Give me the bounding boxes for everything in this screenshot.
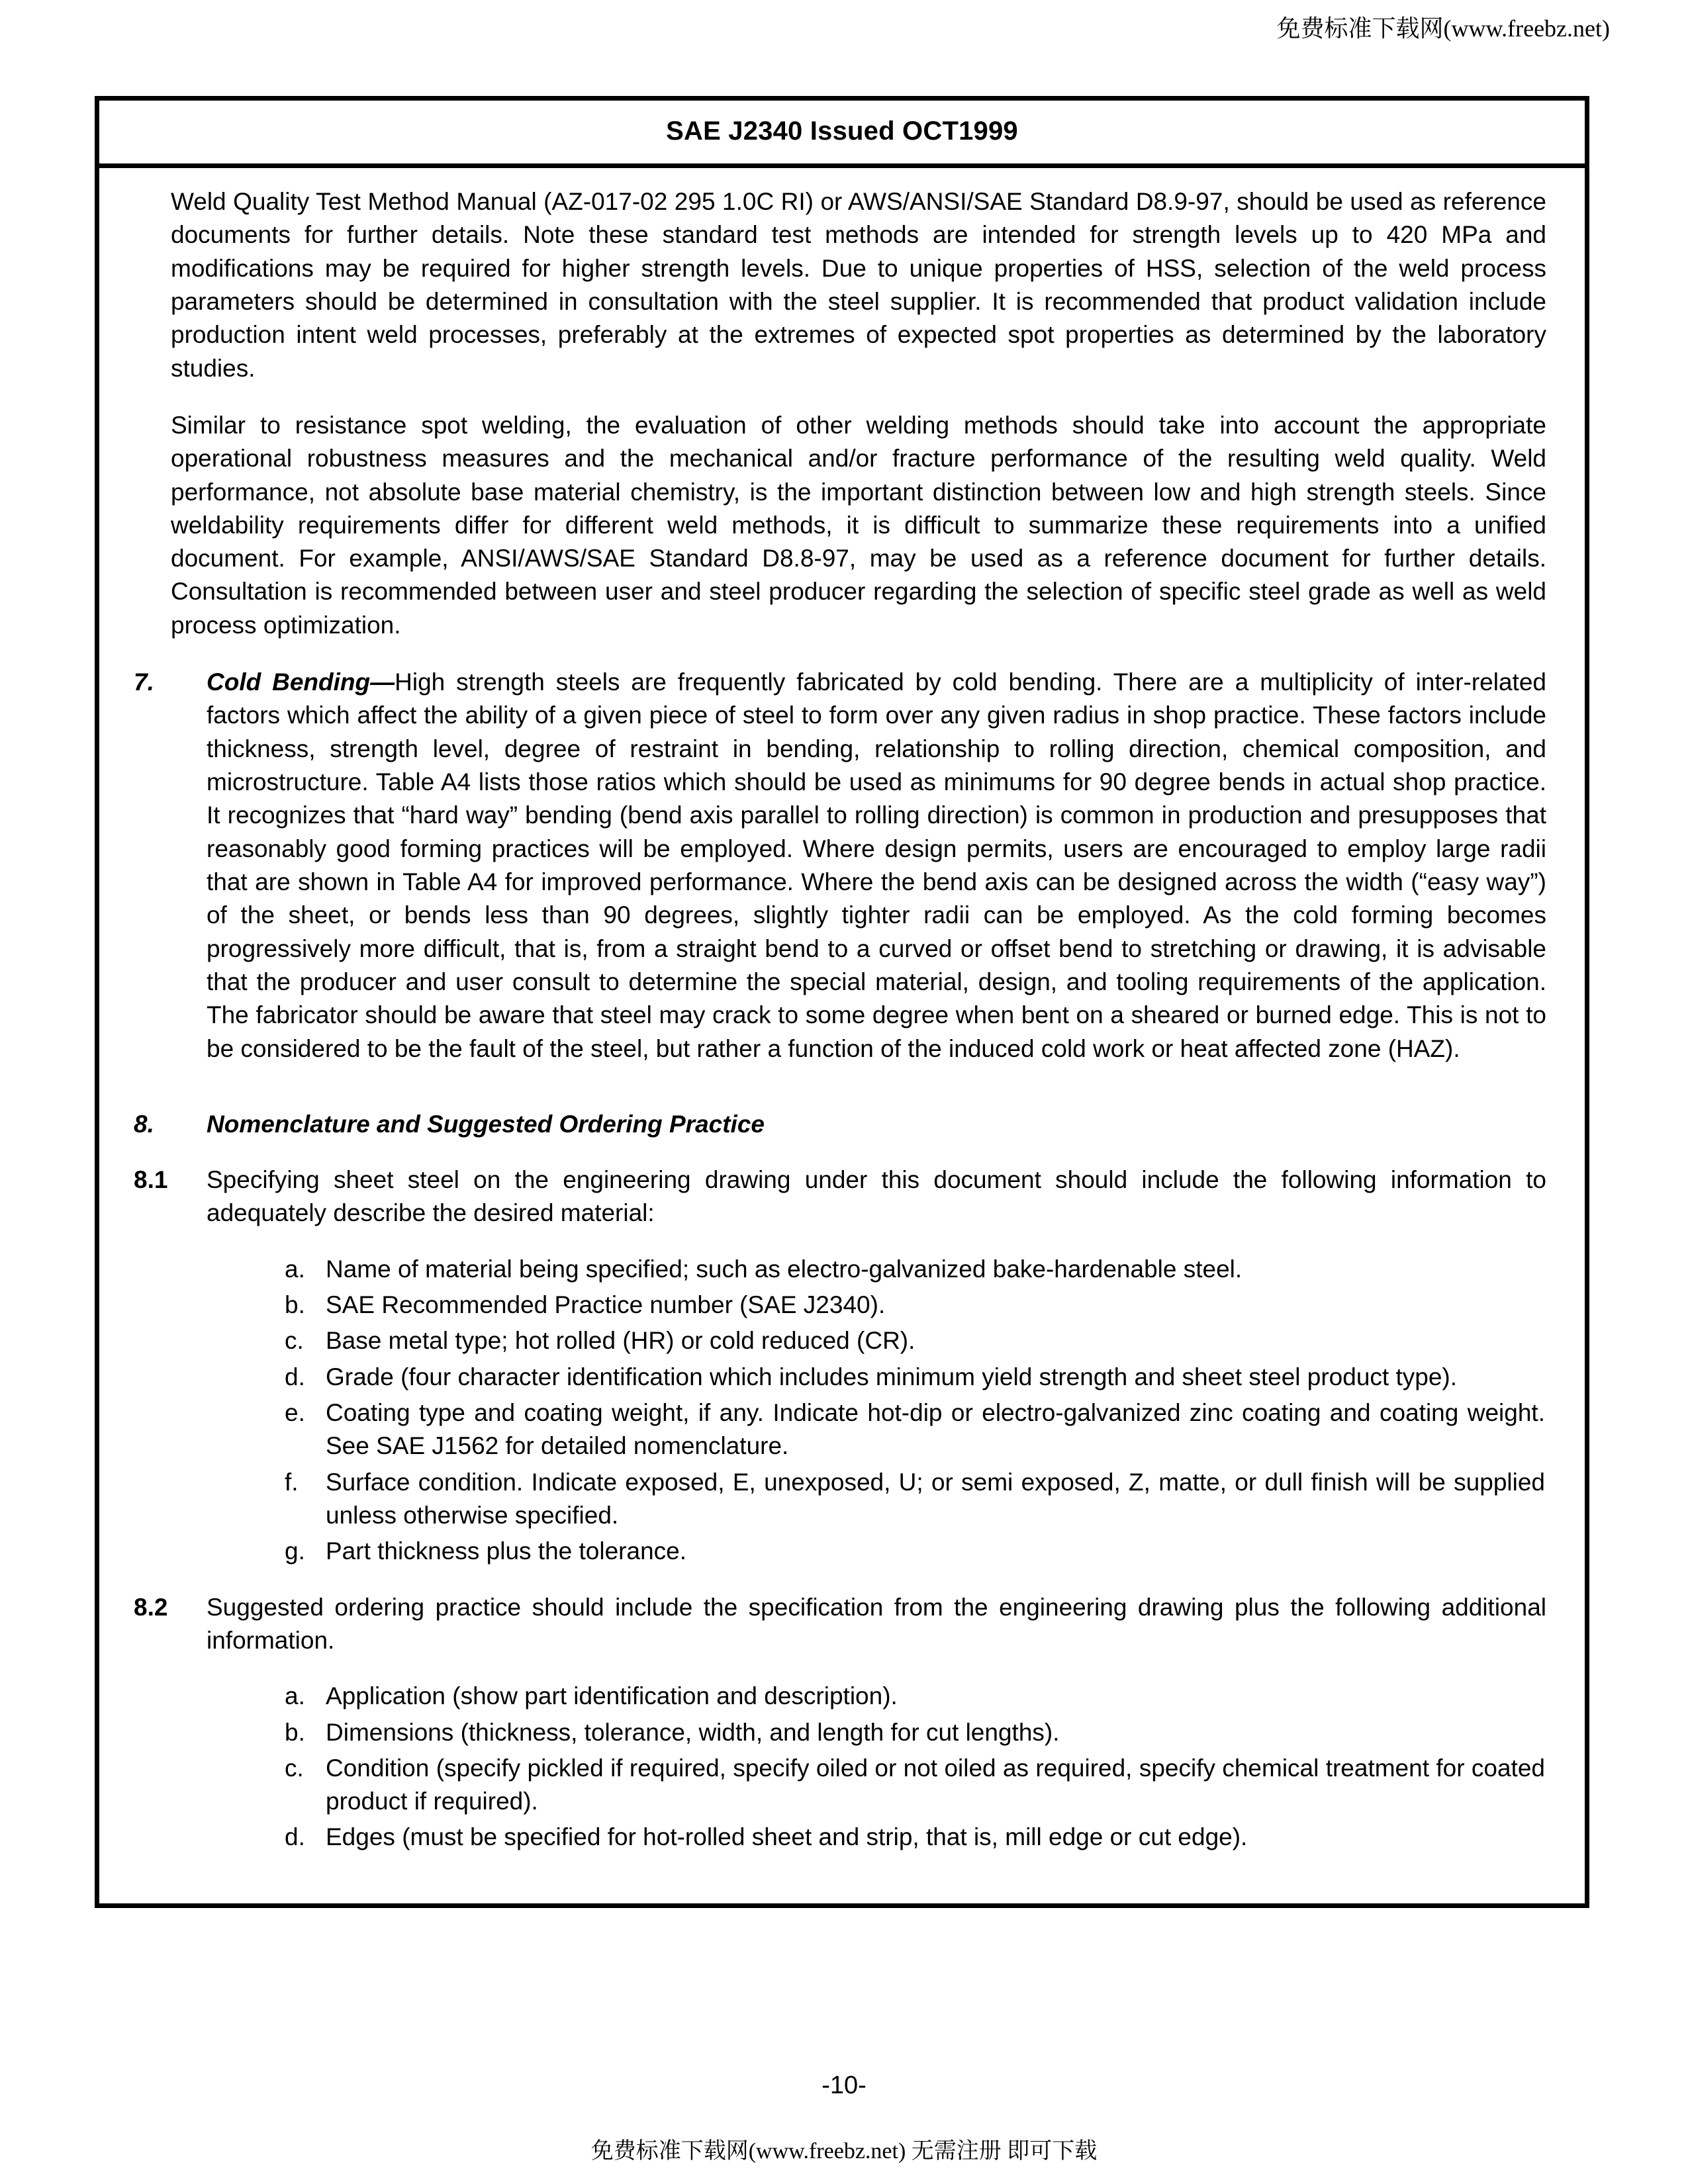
list-item [134, 1466, 1550, 1533]
list-item-letter: b. [285, 1291, 305, 1319]
section-7-body [207, 666, 1550, 1066]
section-8-1-list [134, 1253, 1550, 1569]
section-8-2-text: Suggested ordering practice should include the specification from the engineering drawing plus the following additional information. [207, 1593, 1546, 1654]
document-frame [95, 96, 1589, 1908]
list-item [134, 1535, 1550, 1568]
section-8-1-text: Specifying sheet steel on the engineering drawing under this document should include the following information to adequately describe the desired material: [207, 1166, 1546, 1227]
paragraph-similar-welding: Similar to resistance spot welding, the evaluation of other welding methods should take into account the appropriate operational robustness measures and the mechanical and/or fracture performance of the resulting weld quality. Weld performance, not absolute base material chemistry, is the important distinction between low and high strength steels. Since weldability requirements differ for different weld methods, it is difficult to summarize these requirements into a unified document. For example, ANSI/AWS/SAE Standard D8.8-97, may be used as a reference document for further details. Consultation is recommended between user and steel producer regarding the selection of specific steel grade as well as weld process optimization. [171, 411, 1546, 639]
list-item-letter: c. [285, 1754, 304, 1782]
list-item-text: Surface condition. Indicate exposed, E, unexposed, U; or semi exposed, Z, matte, or dull finish will be supplied unless otherwise specified. [326, 1468, 1545, 1529]
list-item-text: Grade (four character identification which includes minimum yield strength and sheet steel product type). [326, 1363, 1458, 1390]
section-7-text: High strength steels are frequently fabricated by cold bending. There are a multiplicity of inter-related factors which affect the ability of a given piece of steel to form over any given radius in shop practice. These factors include thickness, strength level, degree of restraint in bending, relationship to rolling direction, chemical composition, and microstructure. Table A4 lists those ratios which should be used as minimums for 90 degree bends in actual shop practice. It recognizes that “hard way” bending (bend axis parallel to rolling direction) is common in production and presupposes that reasonably good forming practices will be employed. Where design permits, users are encouraged to employ large radii that are shown in Table A4 for improved performance. Where the bend axis can be designed across the width (“easy way”) of the sheet, or bends less than 90 degrees, slightly tighter radii can be employed. As the cold forming becomes progressively more difficult, that is, from a straight bend to a curved or offset bend to stretching or drawing, it is advisable that the producer and user consult to determine the special material, design, and tooling requirements of the application. The fabricator should be aware that steel may crack to some degree when bent on a sheared or burned edge. This is not to be considered to be the fault of the steel, but rather a function of the induced cold work or heat affected zone (HAZ). [207, 668, 1546, 1062]
bottom-watermark: 免费标准下载网(www.freebz.net) 无需注册 即可下载 [590, 2139, 1098, 2163]
list-item-letter: c. [285, 1327, 304, 1355]
section-8-title: Nomenclature and Suggested Ordering Practice [207, 1110, 765, 1138]
section-8-heading [134, 1108, 1550, 1141]
section-8-number: 8. [134, 1110, 154, 1138]
document-body [99, 168, 1585, 1903]
list-item [134, 1680, 1550, 1713]
list-item [134, 1396, 1550, 1463]
list-item [134, 1324, 1550, 1357]
section-8-1 [134, 1163, 1550, 1230]
paragraph-weld-continued: Weld Quality Test Method Manual (AZ-017-02 295 1.0C RI) or AWS/ANSI/SAE Standard D8.9-97, should be used as reference documents for further details. Note these standard test methods are intended for strength levels up to 420 MPa and modifications may be required for higher strength levels. Due to unique properties of HSS, selection of the weld process parameters should be determined in consultation with the steel supplier. It is recommended that product validation include production intent weld processes, preferably at the extremes of expected spot properties as determined by the laboratory studies. [171, 188, 1546, 382]
list-item-text: Coating type and coating weight, if any. Indicate hot-dip or electro-galvanized zinc coating and coating weight. See SAE J1562 for detailed nomenclature. [326, 1399, 1545, 1460]
list-item [134, 1821, 1550, 1854]
list-item-letter: a. [285, 1255, 305, 1283]
list-item [134, 1716, 1550, 1749]
list-item [134, 1253, 1550, 1286]
section-7-dash: — [370, 668, 395, 696]
section-8-2-list [134, 1680, 1550, 1854]
list-item [134, 1289, 1550, 1322]
spacer-before-section-8 [134, 1088, 1550, 1108]
section-7-cold-bending [134, 666, 1550, 1066]
page-number: -10- [821, 2071, 867, 2099]
list-item-letter: d. [285, 1823, 305, 1851]
list-item-letter: f. [285, 1468, 299, 1496]
section-7-term: Cold Bending [207, 668, 371, 696]
section-7-number: 7. [134, 668, 154, 696]
document-header [99, 101, 1585, 168]
section-8-2 [134, 1591, 1550, 1658]
list-item-text: SAE Recommended Practice number (SAE J2340). [326, 1291, 886, 1319]
list-item-text: Condition (specify pickled if required, specify oiled or not oiled as required, specify chemical treatment for coated product if required). [326, 1754, 1545, 1815]
list-item-text: Application (show part identification and description). [326, 1682, 898, 1710]
list-item-letter: d. [285, 1363, 305, 1390]
page-title: SAE J2340 Issued OCT1999 [666, 116, 1018, 146]
list-item-text: Dimensions (thickness, tolerance, width, and length for cut lengths). [326, 1718, 1060, 1746]
list-item-text: Edges (must be specified for hot-rolled sheet and strip, that is, mill edge or cut edge). [326, 1823, 1248, 1851]
list-item [134, 1752, 1550, 1819]
top-watermark: 免费标准下载网(www.freebz.net) [1276, 15, 1610, 42]
section-8-2-number: 8.2 [134, 1593, 168, 1621]
list-item-text: Part thickness plus the tolerance. [326, 1537, 687, 1565]
list-item-text: Base metal type; hot rolled (HR) or cold reduced (CR). [326, 1327, 915, 1355]
section-8-1-number: 8.1 [134, 1166, 168, 1194]
list-item-text: Name of material being specified; such as electro-galvanized bake-hardenable steel. [326, 1255, 1243, 1283]
list-item-letter: b. [285, 1718, 305, 1746]
list-item-letter: g. [285, 1537, 305, 1565]
list-item-letter: a. [285, 1682, 305, 1710]
list-item [134, 1361, 1550, 1394]
list-item-letter: e. [285, 1399, 305, 1426]
